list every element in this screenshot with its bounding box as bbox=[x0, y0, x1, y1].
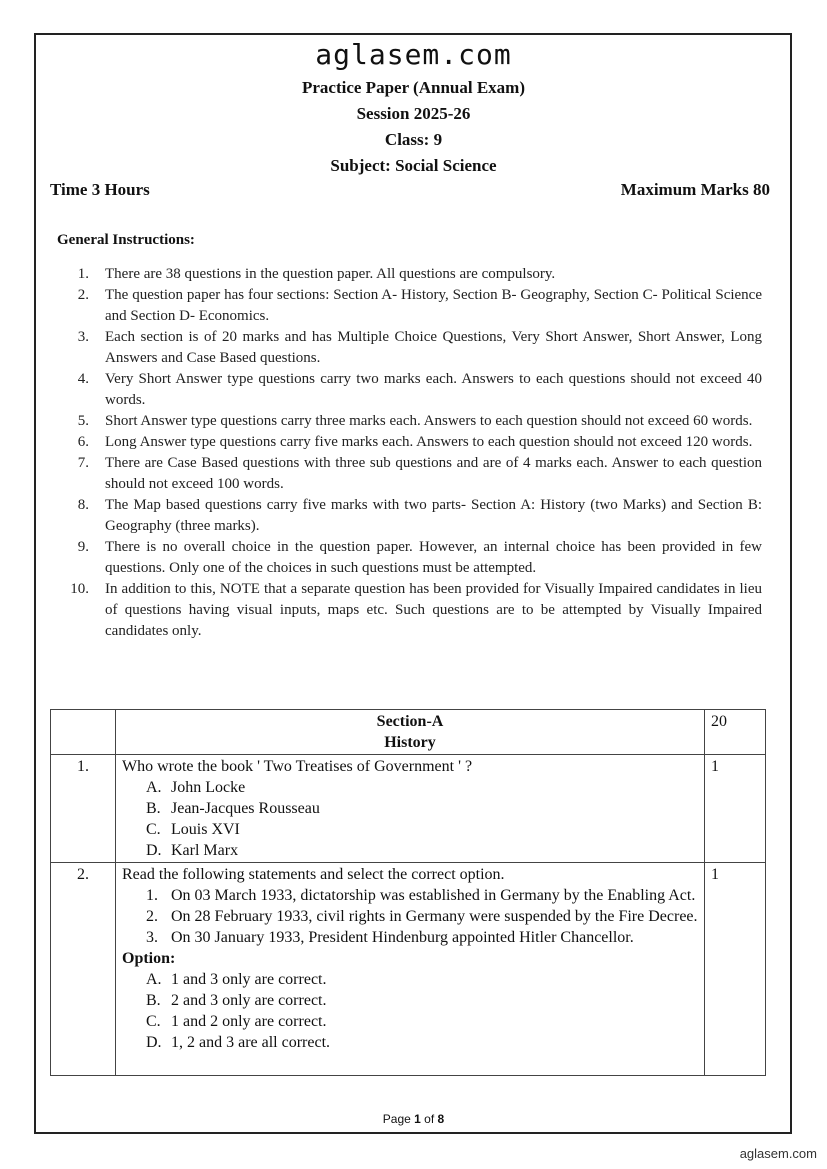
question-text: Who wrote the book ' Two Treatises of Government ' ? bbox=[122, 758, 473, 775]
instruction-item: 3. Each section is of 20 marks and has Multiple Choice Questions, Very Short Answer, Short Answer, Long Answers and Case Based questions. bbox=[77, 329, 762, 366]
instruction-item: 2. The question paper has four sections: Section A- History, Section B- Geography, Section C- Political Science and Section D- Economics. bbox=[77, 287, 762, 324]
statement-item: 1. On 03 March 1933, dictatorship was established in Germany by the Enabling Act. bbox=[146, 887, 696, 904]
options-list bbox=[122, 969, 698, 1053]
instruction-item: 4. Very Short Answer type questions carry two marks each. Answers to each questions should not exceed 40 words. bbox=[77, 371, 762, 408]
instruction-item: 10. In addition to this, NOTE that a separate question has been provided for Visually Impaired candidates in lieu of questions having visual inputs, maps etc. Such questions are to be attempted by Visually Impaired candidates only. bbox=[70, 581, 762, 639]
question-text: Read the following statements and select the correct option. bbox=[122, 866, 505, 883]
questions-table bbox=[50, 709, 766, 1076]
option-item: B. Jean-Jacques Rousseau bbox=[146, 800, 320, 817]
question-number: 2. bbox=[51, 863, 116, 1076]
option-item: D. 1, 2 and 3 are all correct. bbox=[146, 1034, 331, 1051]
question-row bbox=[51, 755, 766, 863]
option-item: D. Karl Marx bbox=[146, 842, 239, 859]
subject-label: Subject: Social Science bbox=[330, 156, 497, 175]
instruction-item: 7. There are Case Based questions with three sub questions and are of 4 marks each. Answer to each question should not exceed 100 words. bbox=[77, 455, 762, 492]
instruction-item: 9. There is no overall choice in the question paper. However, an internal choice has been provided in few questions. Only one of the choices in such questions must be attempted. bbox=[77, 539, 762, 576]
question-number: 1. bbox=[51, 755, 116, 863]
instruction-item: 6. Long Answer type questions carry five marks each. Answers to each question should not exceed 120 words. bbox=[77, 434, 753, 450]
statement-item: 2. On 28 February 1933, civil rights in Germany were suspended by the Fire Decree. bbox=[146, 908, 698, 925]
section-subtitle: History bbox=[384, 734, 436, 751]
max-marks-label: Maximum Marks 80 bbox=[620, 180, 770, 199]
option-label: Option: bbox=[122, 950, 176, 967]
question-marks: 1 bbox=[705, 755, 766, 863]
instructions-list bbox=[57, 264, 762, 642]
option-item: C. Louis XVI bbox=[146, 821, 240, 838]
instruction-item: 8. The Map based questions carry five marks with two parts- Section A: History (two Marks) and Section B: Geography (three marks). bbox=[77, 497, 762, 534]
brand-logo: aglasem.com bbox=[315, 38, 512, 71]
instruction-item: 1. There are 38 questions in the question paper. All questions are compulsory. bbox=[77, 266, 556, 282]
watermark: aglasem.com bbox=[739, 1146, 817, 1161]
page-number: Page 1 of 8 bbox=[382, 1112, 445, 1126]
statements-list bbox=[122, 885, 698, 948]
session-label: Session 2025-26 bbox=[356, 104, 471, 123]
instruction-item: 5. Short Answer type questions carry three marks each. Answers to each question should not exceed 60 words. bbox=[77, 413, 753, 429]
paper-title: Practice Paper (Annual Exam) bbox=[301, 78, 525, 97]
section-header-row bbox=[51, 710, 766, 755]
section-marks: 20 bbox=[705, 710, 766, 755]
option-item: A. 1 and 3 only are correct. bbox=[146, 971, 327, 988]
class-label: Class: 9 bbox=[384, 130, 443, 149]
option-item: C. 1 and 2 only are correct. bbox=[146, 1013, 327, 1030]
question-row bbox=[51, 863, 766, 1076]
option-item: A. John Locke bbox=[146, 779, 246, 796]
instructions-title: General Instructions: bbox=[57, 232, 195, 248]
time-label: Time 3 Hours bbox=[50, 180, 150, 199]
question-marks: 1 bbox=[705, 863, 766, 1076]
section-title: Section-A bbox=[376, 713, 444, 730]
statement-item: 3. On 30 January 1933, President Hindenburg appointed Hitler Chancellor. bbox=[146, 929, 634, 946]
options-list bbox=[122, 777, 698, 861]
option-item: B. 2 and 3 only are correct. bbox=[146, 992, 327, 1009]
